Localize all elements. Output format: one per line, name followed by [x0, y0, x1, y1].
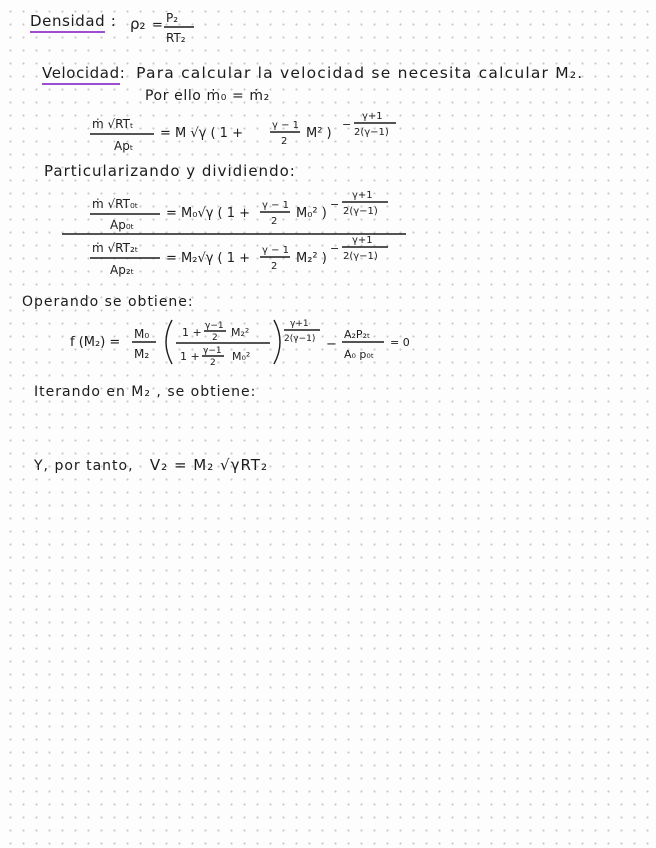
- conclusion-formula: V₂ = M₂ √γRT₂: [149, 456, 268, 474]
- velocity-line: [42, 64, 583, 85]
- particular-top-frac-num: γ − 1: [262, 200, 290, 211]
- operating-lhs: f (M₂) =: [70, 335, 121, 350]
- operating-inner-den-frac-den: 2: [210, 358, 216, 368]
- operating-exp-num: γ+1: [290, 319, 309, 329]
- operating-formula: [70, 314, 430, 374]
- velocity-formula-rhs: = M √γ ( 1 +: [160, 126, 243, 141]
- particular-top-exp-sign: −: [330, 198, 340, 211]
- operating-inner-num-frac-num: γ−1: [205, 321, 224, 331]
- operating-a-num: A₂P₂ₜ: [344, 328, 371, 341]
- particular-bottom-den: Ap₂ₜ: [110, 263, 135, 277]
- particular-bottom-mach: M₂² ): [296, 251, 327, 266]
- conclusion-text: Y, por tanto,: [34, 458, 134, 474]
- operating-exp-den: 2(γ−1): [284, 334, 316, 344]
- particular-bottom-frac-num: γ − 1: [262, 245, 290, 256]
- operating-inner-num-frac-den: 2: [212, 333, 218, 343]
- operating-text: Operando se obtiene:: [22, 294, 194, 310]
- operating-m-num: M₀: [134, 327, 150, 341]
- density-lhs: ρ₂: [130, 15, 146, 33]
- particular-formula: [60, 186, 410, 286]
- particular-bottom-exp-sign: −: [330, 242, 340, 255]
- velocity-formula-exp-num: γ+1: [362, 111, 383, 122]
- particular-bottom-frac-den: 2: [271, 261, 278, 272]
- velocity-formula-exp-den: 2(γ−1): [354, 127, 389, 138]
- velocity-formula-den: Apₜ: [114, 139, 134, 153]
- operating-a-den: A₀ p₀ₜ: [344, 348, 375, 361]
- density-eq: =: [152, 18, 163, 33]
- particular-bottom-exp-den: 2(γ−1): [343, 251, 378, 262]
- particular-bottom-rhs: = M₂√γ ( 1 +: [166, 251, 251, 266]
- operating-minus: −: [326, 337, 337, 352]
- particular-top-frac-den: 2: [271, 216, 278, 227]
- operating-inner-num: 1 +: [182, 326, 202, 339]
- particular-top-den: Ap₀ₜ: [110, 218, 135, 232]
- density-line: [30, 12, 116, 33]
- operating-left-paren: [166, 320, 172, 364]
- velocity-formula-num: ṁ √RTₜ: [92, 117, 134, 131]
- operating-right-paren: [274, 320, 280, 364]
- operating-equals-zero: = 0: [390, 336, 410, 349]
- velocity-label: Velocidad: [42, 64, 120, 85]
- density-sep: :: [110, 12, 117, 30]
- particular-top-mach: M₀² ): [296, 206, 327, 221]
- iterating-text: Iterando en M₂ , se obtiene:: [34, 384, 257, 400]
- operating-m-den: M₂: [134, 347, 150, 361]
- particular-bottom-num: ṁ √RT₂ₜ: [92, 241, 139, 255]
- density-label: Densidad: [30, 12, 105, 33]
- particular-top-exp-den: 2(γ−1): [343, 206, 378, 217]
- particular-top-exp-num: γ+1: [352, 190, 373, 201]
- particular-top-num: ṁ √RT₀ₜ: [92, 197, 139, 211]
- operating-inner-den-mach: M₀²: [232, 350, 251, 363]
- density-denominator: RT₂: [166, 31, 186, 45]
- velocity-text: Para calcular la velocidad se necesita calcular M₂.: [136, 64, 584, 82]
- operating-inner-den: 1 +: [180, 350, 200, 363]
- velocity-formula-exp-sign: −: [342, 118, 352, 131]
- operating-inner-num-mach: M₂²: [231, 326, 250, 339]
- density-numerator: P₂: [166, 11, 179, 25]
- particular-top-rhs: = M₀√γ ( 1 +: [166, 206, 251, 221]
- velocity-sep: :: [119, 64, 126, 82]
- velocity-formula-frac-num: γ − 1: [272, 120, 300, 131]
- particular-text: Particularizando y dividiendo:: [44, 162, 296, 180]
- velocity-line-2: Por ello ṁ₀ = ṁ₂: [145, 88, 270, 104]
- density-formula: [128, 8, 218, 50]
- velocity-formula-frac-den: 2: [281, 136, 288, 147]
- operating-inner-den-frac-num: γ−1: [203, 346, 222, 356]
- conclusion-line: [34, 456, 268, 474]
- velocity-formula: [88, 106, 428, 156]
- particular-bottom-exp-num: γ+1: [352, 235, 373, 246]
- velocity-formula-mach: M² ): [306, 126, 332, 141]
